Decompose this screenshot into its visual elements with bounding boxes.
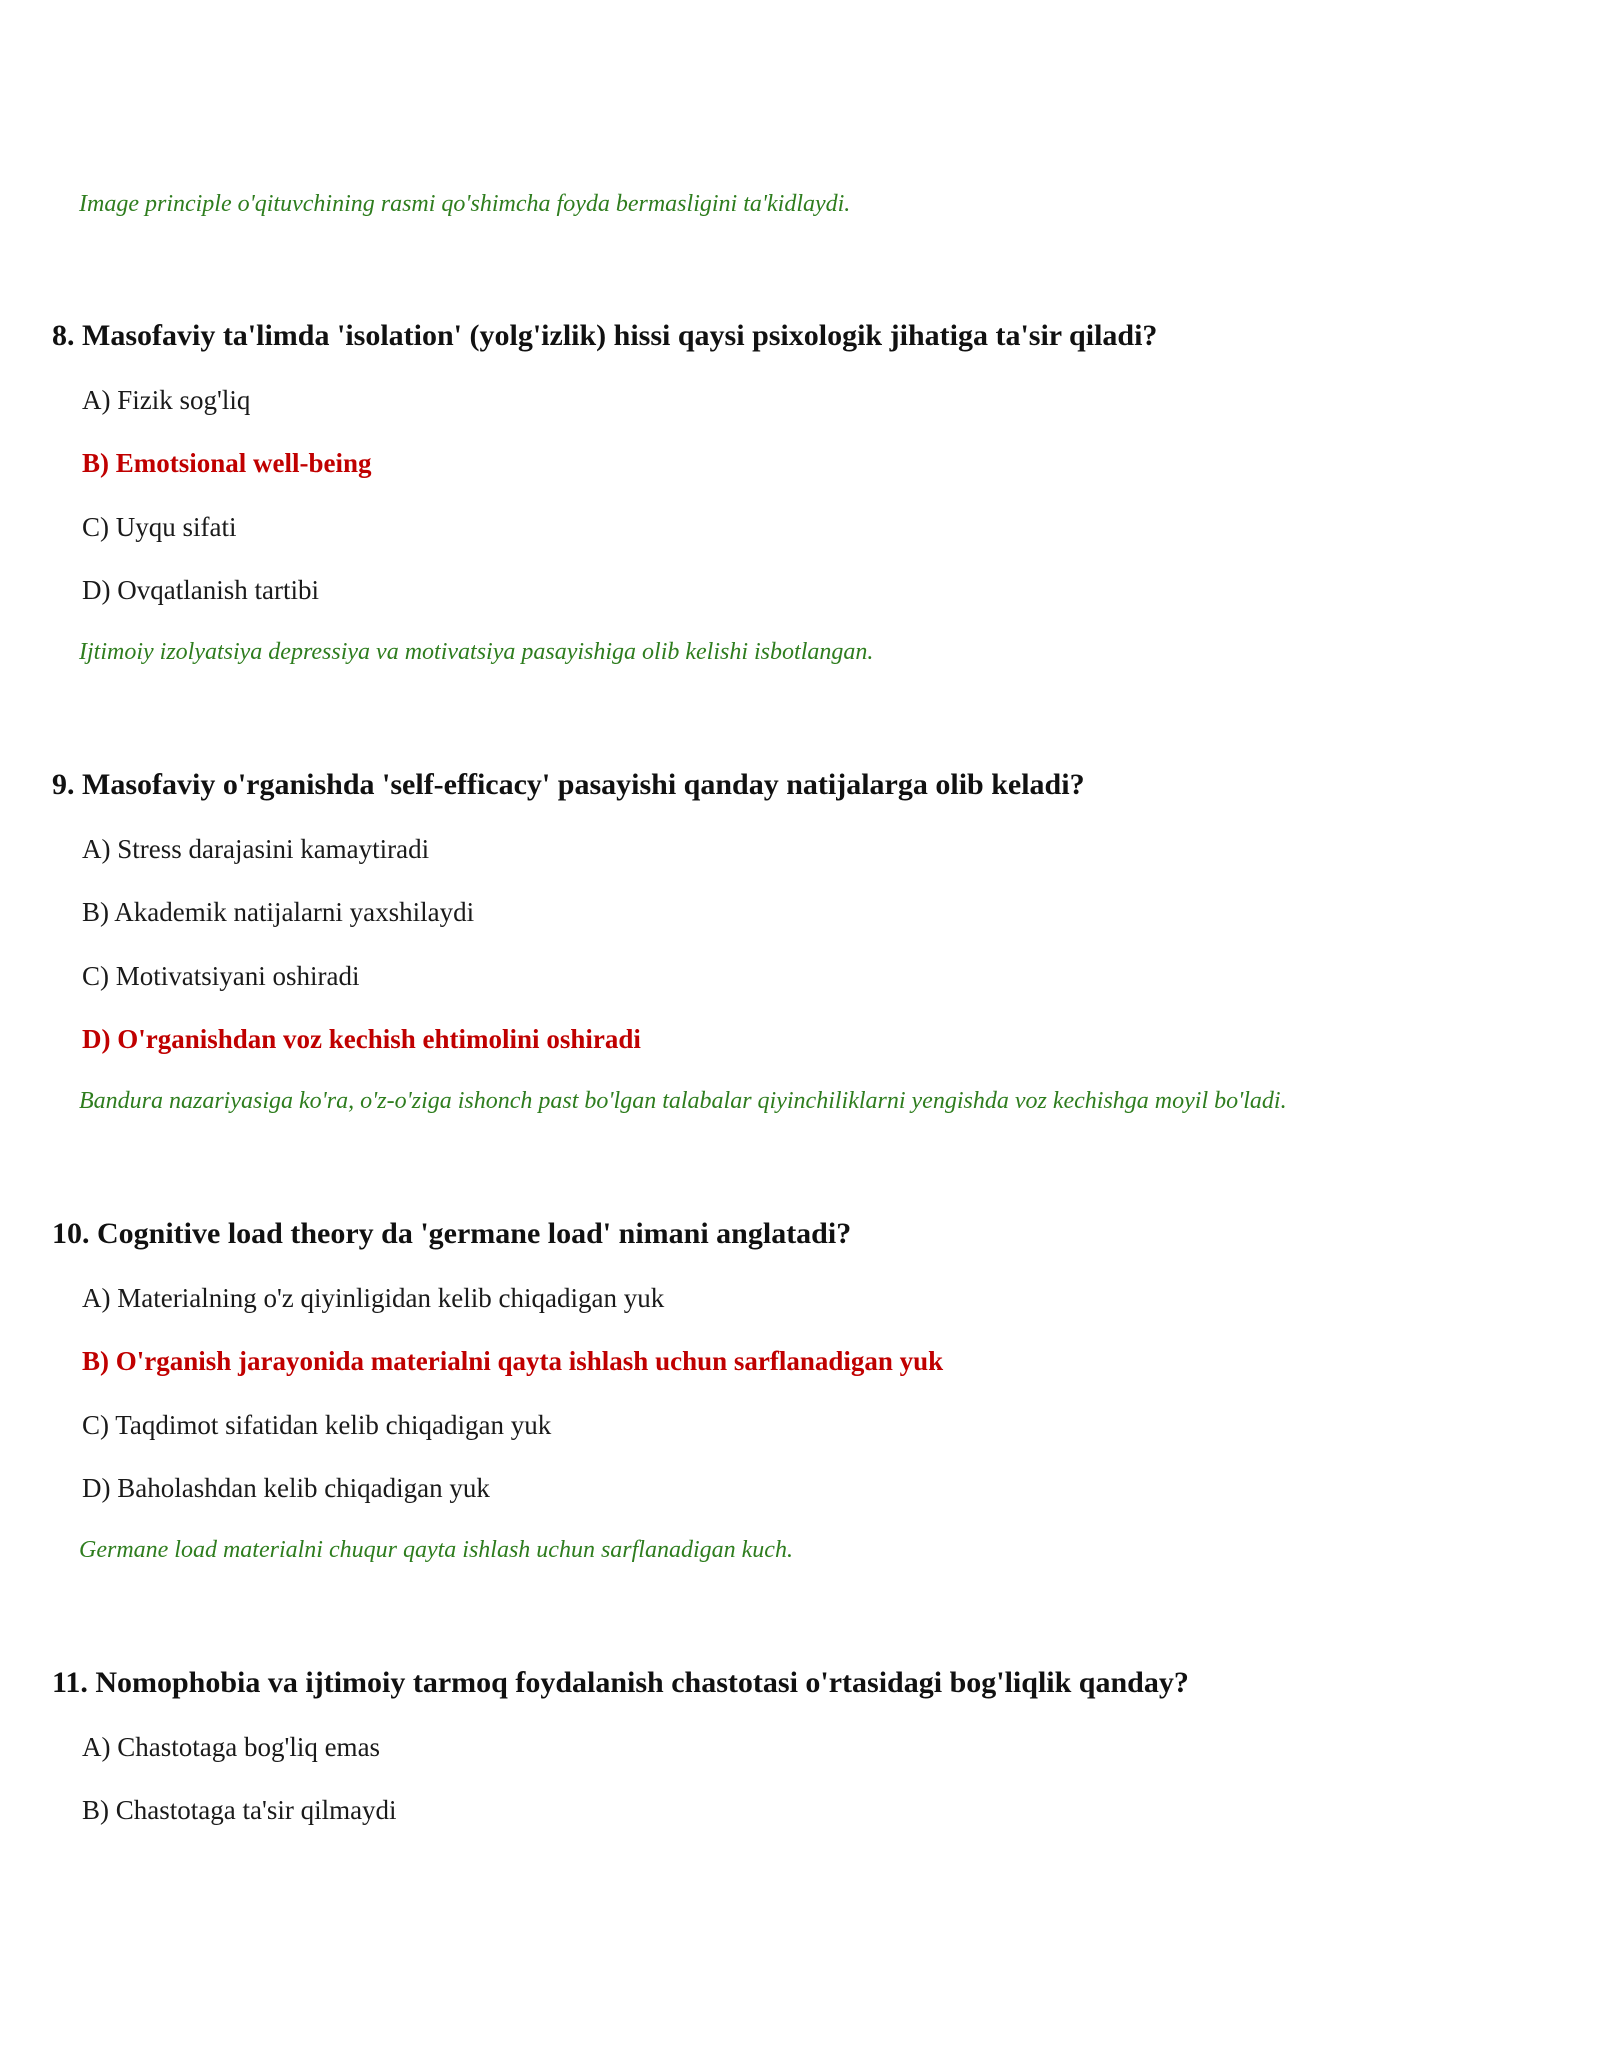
question-9-option-b: B) Akademik natijalarni yaxshilaydi [82,897,475,927]
explanation-prev: Image principle o'qituvchining rasmi qo'shimcha foyda bermasligini ta'kidlaydi. [79,191,851,217]
question-10-option-d: D) Baholashdan kelib chiqadigan yuk [82,1473,490,1503]
question-11-text: 11. Nomophobia va ijtimoiy tarmoq foydalanish chastotasi o'rtasidagi bog'liqlik qanday? [52,1666,1189,1699]
question-9-option-c: C) Motivatsiyani oshiradi [82,961,360,991]
question-10-option-b-correct: B) O'rganish jarayonida materialni qayta ishlash uchun sarflanadigan yuk [82,1346,944,1376]
question-10-option-a: A) Materialning o'z qiyinligidan kelib chiqadigan yuk [82,1283,665,1313]
question-8-option-a: A) Fizik sog'liq [82,385,251,415]
question-8-option-d: D) Ovqatlanish tartibi [82,575,319,605]
question-9-option-a: A) Stress darajasini kamaytiradi [82,834,430,864]
question-9-option-d-correct: D) O'rganishdan voz kechish ehtimolini oshiradi [82,1024,641,1054]
question-8-option-c: C) Uyqu sifati [82,512,237,542]
question-9-text: 9. Masofaviy o'rganishda 'self-efficacy' pasayishi qanday natijalarga olib keladi? [52,768,1085,801]
question-11-option-a: A) Chastotaga bog'liq emas [82,1732,381,1762]
question-11-option-b: B) Chastotaga ta'sir qilmaydi [82,1795,397,1825]
question-8-explanation: Ijtimoiy izolyatsiya depressiya va motivatsiya pasayishiga olib kelishi isbotlangan. [79,639,874,665]
question-8-text: 8. Masofaviy ta'limda 'isolation' (yolg'izlik) hissi qaysi psixologik jihatiga ta'sir qiladi? [52,319,1158,352]
question-9-explanation: Bandura nazariyasiga ko'ra, o'z-o'ziga ishonch past bo'lgan talabalar qiyinchiliklarni yengishda voz kechishga moyil bo'ladi. [79,1088,1287,1114]
question-10-text: 10. Cognitive load theory da 'germane load' nimani anglatadi? [52,1217,852,1250]
question-10-option-c: C) Taqdimot sifatidan kelib chiqadigan yuk [82,1410,552,1440]
question-10-explanation: Germane load materialni chuqur qayta ishlash uchun sarflanadigan kuch. [79,1537,793,1563]
question-8-option-b-correct: B) Emotsional well-being [82,448,372,478]
